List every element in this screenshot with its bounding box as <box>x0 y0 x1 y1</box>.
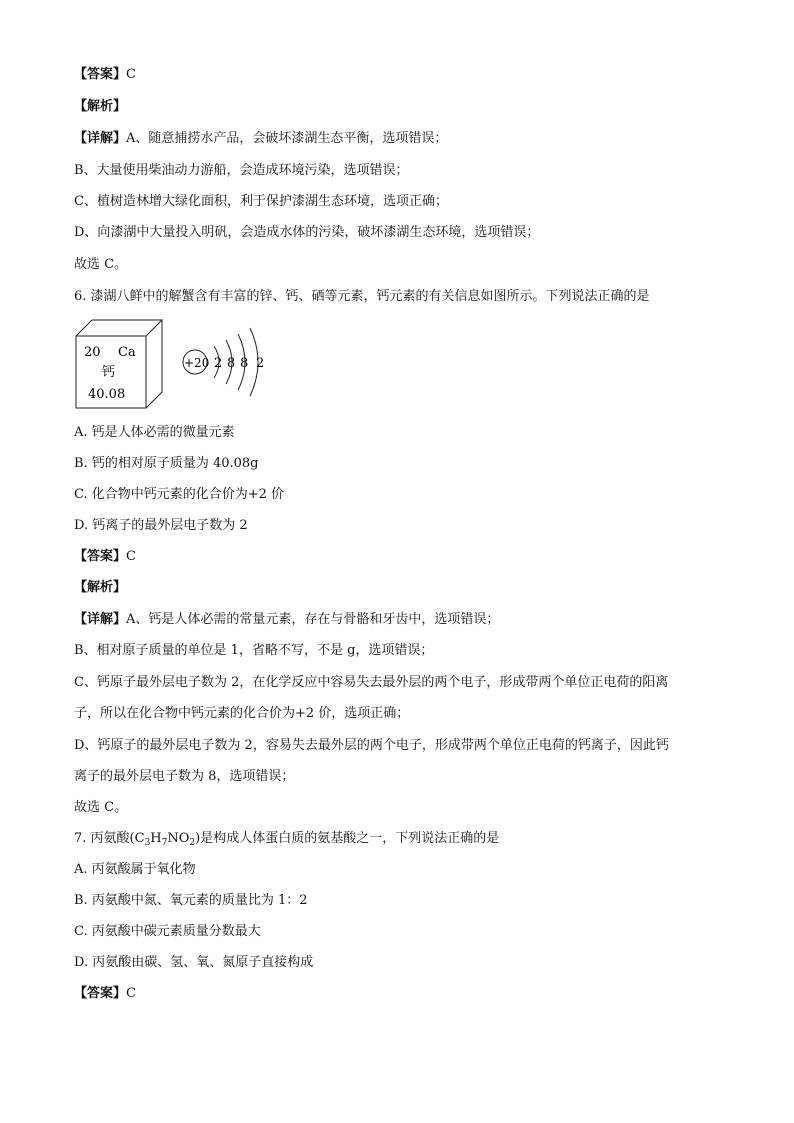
q5-answer <box>74 66 136 84</box>
q7-stem <box>74 830 499 852</box>
q6-line-c2: 子，所以在化合物中钙元素的化合价为+2 价，选项正确； <box>74 706 410 721</box>
q6-line-c1: C、钙原子最外层电子数为 2，在化学反应中容易失去最外层的两个电子，形成带两个单位正电荷的阳离 <box>74 675 669 690</box>
answer-value: C <box>126 67 136 82</box>
q6-line-b: B、相对原子质量的单位是 1，省略不写，不是 g，选项错误； <box>74 643 434 658</box>
q5-line-c: C、植树造林增大绿化面积，利于保护漆湖生态环境，选项正确； <box>74 194 448 209</box>
q5-line-d: D、向漆湖中大量投入明矾，会造成水体的污染，破坏漆湖生态环境，选项错误； <box>74 225 540 240</box>
formula-h: H <box>150 831 162 846</box>
shell-3-count: 8 <box>240 356 249 371</box>
q6-option-d: D. 钙离子的最外层电子数为 2 <box>74 518 248 533</box>
q7-option-b: B. 丙氨酸中氮、氧元素的质量比为 1：2 <box>74 893 308 908</box>
q7-stem-suffix: )是构成人体蛋白质的氨基酸之一，下列说法正确的是 <box>195 831 500 846</box>
q7-option-d: D. 丙氨酸由碳、氢、氧、氮原子直接构成 <box>74 955 314 970</box>
q6-line-d2: 离子的最外层电子数为 8，选项错误； <box>74 769 295 784</box>
q7-answer <box>74 985 136 1003</box>
q6-answer <box>74 548 136 566</box>
answer-value: C <box>126 549 136 564</box>
formula-subscript-c: 3 <box>144 838 151 848</box>
detail-tag: 【详解】 <box>74 131 127 146</box>
nucleus-charge: +20 <box>184 356 210 370</box>
q6-option-a: A. 钙是人体必需的微量元素 <box>74 425 235 440</box>
q5-analysis-label: 【解析】 <box>74 99 127 114</box>
formula-subscript-h: 7 <box>161 838 168 848</box>
detail-text: A、钙是人体必需的常量元素，存在与骨骼和牙齿中，选项错误； <box>126 612 500 627</box>
q7-option-c: C. 丙氨酸中碳元素质量分数最大 <box>74 924 261 939</box>
q7-option-a: A. 丙氨酸属于氧化物 <box>74 862 196 877</box>
shell-2-count: 8 <box>227 356 236 371</box>
calcium-element-figure <box>74 318 284 410</box>
atomic-number: 20 <box>84 345 101 360</box>
detail-text: A、随意捕捞水产品，会破坏漆湖生态平衡，选项错误； <box>126 131 448 146</box>
element-name: 钙 <box>102 365 116 380</box>
q6-option-c: C. 化合物中钙元素的化合价为+2 价 <box>74 487 285 502</box>
q6-detail <box>74 611 499 629</box>
q6-conclusion: 故选 C。 <box>74 800 128 815</box>
answer-tag: 【答案】 <box>74 986 127 1001</box>
atomic-mass: 40.08 <box>88 387 126 402</box>
q6-option-b: B. 钙的相对原子质量为 40.08g <box>74 456 259 471</box>
q6-line-d1: D、钙原子的最外层电子数为 2，容易失去最外层的两个电子，形成带两个单位正电荷的钙离子，因此钙 <box>74 738 669 753</box>
answer-tag: 【答案】 <box>74 549 127 564</box>
q5-line-b: B、大量使用柴油动力游船，会造成环境污染，选项错误； <box>74 163 409 178</box>
q6-analysis-label: 【解析】 <box>74 580 127 595</box>
element-symbol: Ca <box>118 345 136 360</box>
q6-stem: 6. 漆湖八鲜中的解蟹含有丰富的锌、钙、硒等元素，钙元素的有关信息如图所示。下列说法正确的是 <box>74 289 650 304</box>
shell-4-count: 2 <box>256 356 265 371</box>
q5-detail <box>74 130 447 148</box>
q5-conclusion: 故选 C。 <box>74 257 128 272</box>
answer-tag: 【答案】 <box>74 67 127 82</box>
formula-subscript-o: 2 <box>189 838 196 848</box>
detail-tag: 【详解】 <box>74 612 127 627</box>
formula-no: NO <box>167 831 190 846</box>
q7-stem-prefix: 7. 丙氨酸(C <box>74 831 145 846</box>
answer-value: C <box>126 986 136 1001</box>
shell-1-count: 2 <box>214 356 223 371</box>
